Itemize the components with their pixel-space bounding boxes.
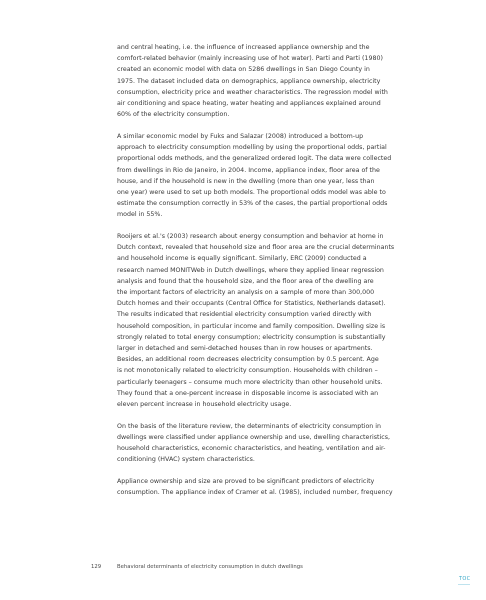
paragraph bbox=[117, 42, 417, 120]
toc-link[interactable]: TOC bbox=[459, 576, 471, 582]
page-footer bbox=[91, 564, 303, 570]
text-line: household composition, in particular income and family composition. Dwelling size is bbox=[117, 322, 386, 330]
text-line: consumption. The appliance index of Cramer et al. (1985), included number, frequency bbox=[117, 489, 393, 497]
text-line: household characteristics, economic characteristics, and heating, ventilation and air- bbox=[117, 445, 386, 453]
text-line: from dwellings in Rio de Janeiro, in 2004. Income, appliance index, floor area of the bbox=[117, 166, 380, 174]
text-line: They found that a one-percent increase in disposable income is associated with an bbox=[117, 389, 379, 397]
text-line: is not monotonically related to electricity consumption. Households with children – bbox=[117, 367, 378, 375]
text-line: analysis and found that the household size, and the floor area of the dwelling are bbox=[117, 277, 374, 285]
text-line: and central heating, i.e. the influence of increased appliance ownership and the bbox=[117, 44, 370, 51]
paragraph bbox=[117, 421, 417, 466]
text-line: model in 55%. bbox=[117, 211, 163, 219]
text-line: 1975. The dataset included data on demographics, appliance ownership, electricity bbox=[117, 77, 381, 85]
text-line: estimate the consumption correctly in 53% of the cases, the partial proportional odds bbox=[117, 200, 388, 208]
text-line: strongly related to total energy consumption; electricity consumption is substantially bbox=[117, 333, 386, 341]
text-line: Appliance ownership and size are proved to be significant predictors of electricity bbox=[117, 478, 375, 486]
text-line: Rooijers et al.'s (2003) research about energy consumption and behavior at home in bbox=[117, 233, 384, 241]
paragraph bbox=[117, 476, 417, 498]
text-line: and household income is equally significant. Similarly, ERC (2009) conducted a bbox=[117, 255, 367, 263]
toc-underline bbox=[458, 584, 470, 585]
text-line: eleven percent increase in household electricity usage. bbox=[117, 401, 292, 409]
text-line: research named MONITWeb in Dutch dwellings, where they applied linear regression bbox=[117, 266, 384, 274]
text-line: 60% of the electricity consumption. bbox=[117, 111, 230, 119]
text-line: consumption, electricity price and weather characteristics. The regression model with bbox=[117, 88, 388, 96]
text-line: approach to electricity consumption modelling by using the proportional odds, partial bbox=[117, 144, 387, 152]
text-line: created an economic model with data on 5286 dwellings in San Diego County in bbox=[117, 66, 370, 74]
paragraph bbox=[117, 131, 417, 221]
text-line: On the basis of the literature review, the determinants of electricity consumption in bbox=[117, 422, 382, 430]
paragraph bbox=[117, 231, 417, 410]
text-line: The results indicated that residential electricity consumption varied directly with bbox=[117, 311, 372, 319]
body-text bbox=[117, 42, 417, 509]
text-line: house, and if the household is new in the dwelling (more than one year, less than bbox=[117, 177, 375, 185]
text-line: Dutch homes and their occupants (Central Office for Statistics, Netherlands dataset). bbox=[117, 300, 386, 308]
text-line: Besides, an additional room decreases electricity consumption by 0.5 percent. Age bbox=[117, 356, 379, 364]
text-line: comfort-related behavior (mainly increasing use of hot water). Parti and Parti (1980) bbox=[117, 55, 383, 63]
text-line: dwellings were classified under appliance ownership and use, dwelling characteristics, bbox=[117, 434, 390, 441]
text-line: the important factors of electricity an analysis on a sample of more than 300,000 bbox=[117, 289, 375, 297]
text-line: Dutch context, revealed that household size and floor area are the crucial determinants bbox=[117, 244, 395, 252]
text-line: one year) were used to set up both models. The proportional odds model was able to bbox=[117, 188, 386, 196]
text-line: larger in detached and semi-detached houses than in row houses or apartments. bbox=[117, 345, 373, 353]
text-line: A similar economic model by Fuks and Salazar (2008) introduced a bottom-up bbox=[117, 132, 364, 140]
text-line: particularly teenagers – consume much more electricity than other household units. bbox=[117, 378, 383, 386]
page-number: 129 bbox=[91, 564, 102, 570]
text-line: air conditioning and space heating, water heating and appliances explained around bbox=[117, 100, 381, 108]
text-line: proportional odds methods, and the generalized ordered logit. The data were collected bbox=[117, 155, 392, 163]
running-title: Behavioral determinants of electricity consumption in dutch dwellings bbox=[117, 564, 303, 570]
text-line: conditioning (HVAC) system characteristics. bbox=[117, 456, 255, 464]
